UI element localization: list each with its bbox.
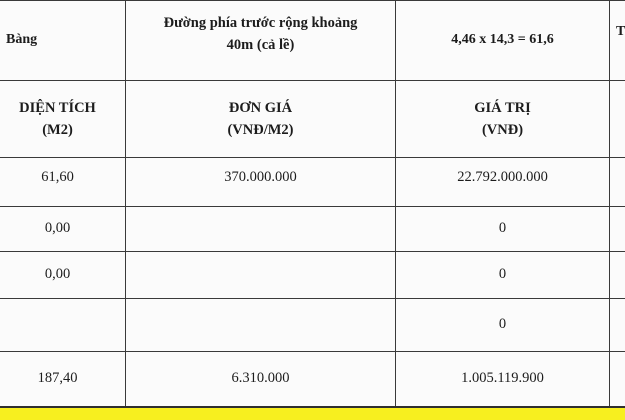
- info-extra-text: T: [616, 24, 625, 39]
- info-row: [0, 0, 625, 81]
- column-header-extra: [610, 80, 625, 157]
- table-row: [0, 351, 625, 406]
- value-value: 0: [498, 220, 507, 236]
- info-cell-extra: [610, 0, 625, 80]
- unit-price-cell: [126, 157, 396, 206]
- unit-price-cell: [126, 251, 396, 298]
- area-value: 187,40: [37, 370, 78, 386]
- column-header-area: [0, 80, 126, 157]
- info-road-line1: Đường phía trước rộng khoảng: [163, 15, 358, 31]
- extra-cell: [610, 251, 625, 298]
- column-header-value: [396, 80, 610, 157]
- value-header-line1: GIÁ TRỊ: [474, 99, 531, 116]
- area-header-line1: DIỆN TÍCH: [19, 99, 96, 116]
- info-cell-road: [126, 0, 396, 80]
- area-header-line2: (M2): [42, 121, 73, 138]
- value-value: 0: [498, 266, 507, 282]
- area-value: 61,60: [41, 169, 74, 185]
- info-type-text: Bàng: [6, 32, 38, 47]
- value-cell: [396, 157, 610, 206]
- area-cell: [0, 351, 126, 406]
- value-value: 22.792.000.000: [457, 169, 548, 185]
- area-value: 0,00: [44, 266, 71, 282]
- area-cell: [0, 206, 126, 251]
- table-row: [0, 206, 625, 252]
- value-cell: [396, 206, 610, 251]
- area-cell: [0, 251, 126, 298]
- area-cell: [0, 157, 126, 206]
- extra-cell: [610, 351, 625, 406]
- value-cell: [396, 351, 610, 406]
- unit-price-cell: [126, 298, 396, 351]
- unit-price-value: 370.000.000: [224, 169, 297, 185]
- info-dimensions-text: 4,46 x 14,3 = 61,6: [451, 32, 554, 47]
- unit-price-cell: [126, 351, 396, 406]
- area-cell: [0, 298, 126, 351]
- value-value: 0: [498, 316, 507, 332]
- table-row: [0, 157, 625, 207]
- extra-cell: [610, 298, 625, 351]
- column-header-row: [0, 80, 625, 158]
- value-header-line2: (VNĐ): [481, 121, 524, 138]
- value-cell: [396, 251, 610, 298]
- extra-cell: [610, 157, 625, 206]
- unit-price-value: 6.310.000: [231, 370, 290, 386]
- unit-price-header-line1: ĐƠN GIÁ: [228, 99, 293, 116]
- area-value: 0,00: [44, 220, 71, 236]
- table-row: [0, 298, 625, 352]
- info-cell-dimensions: [396, 0, 610, 80]
- info-cell-type: [0, 0, 126, 80]
- unit-price-header-line2: (VNĐ/M2): [227, 121, 294, 138]
- value-value: 1.005.119.900: [461, 370, 544, 386]
- highlighted-row: [0, 406, 625, 420]
- unit-price-cell: [126, 206, 396, 251]
- table-row: [0, 251, 625, 299]
- info-road-line2: 40m (cả lề): [226, 37, 295, 53]
- value-cell: [396, 298, 610, 351]
- extra-cell: [610, 206, 625, 251]
- column-header-unit-price: [126, 80, 396, 157]
